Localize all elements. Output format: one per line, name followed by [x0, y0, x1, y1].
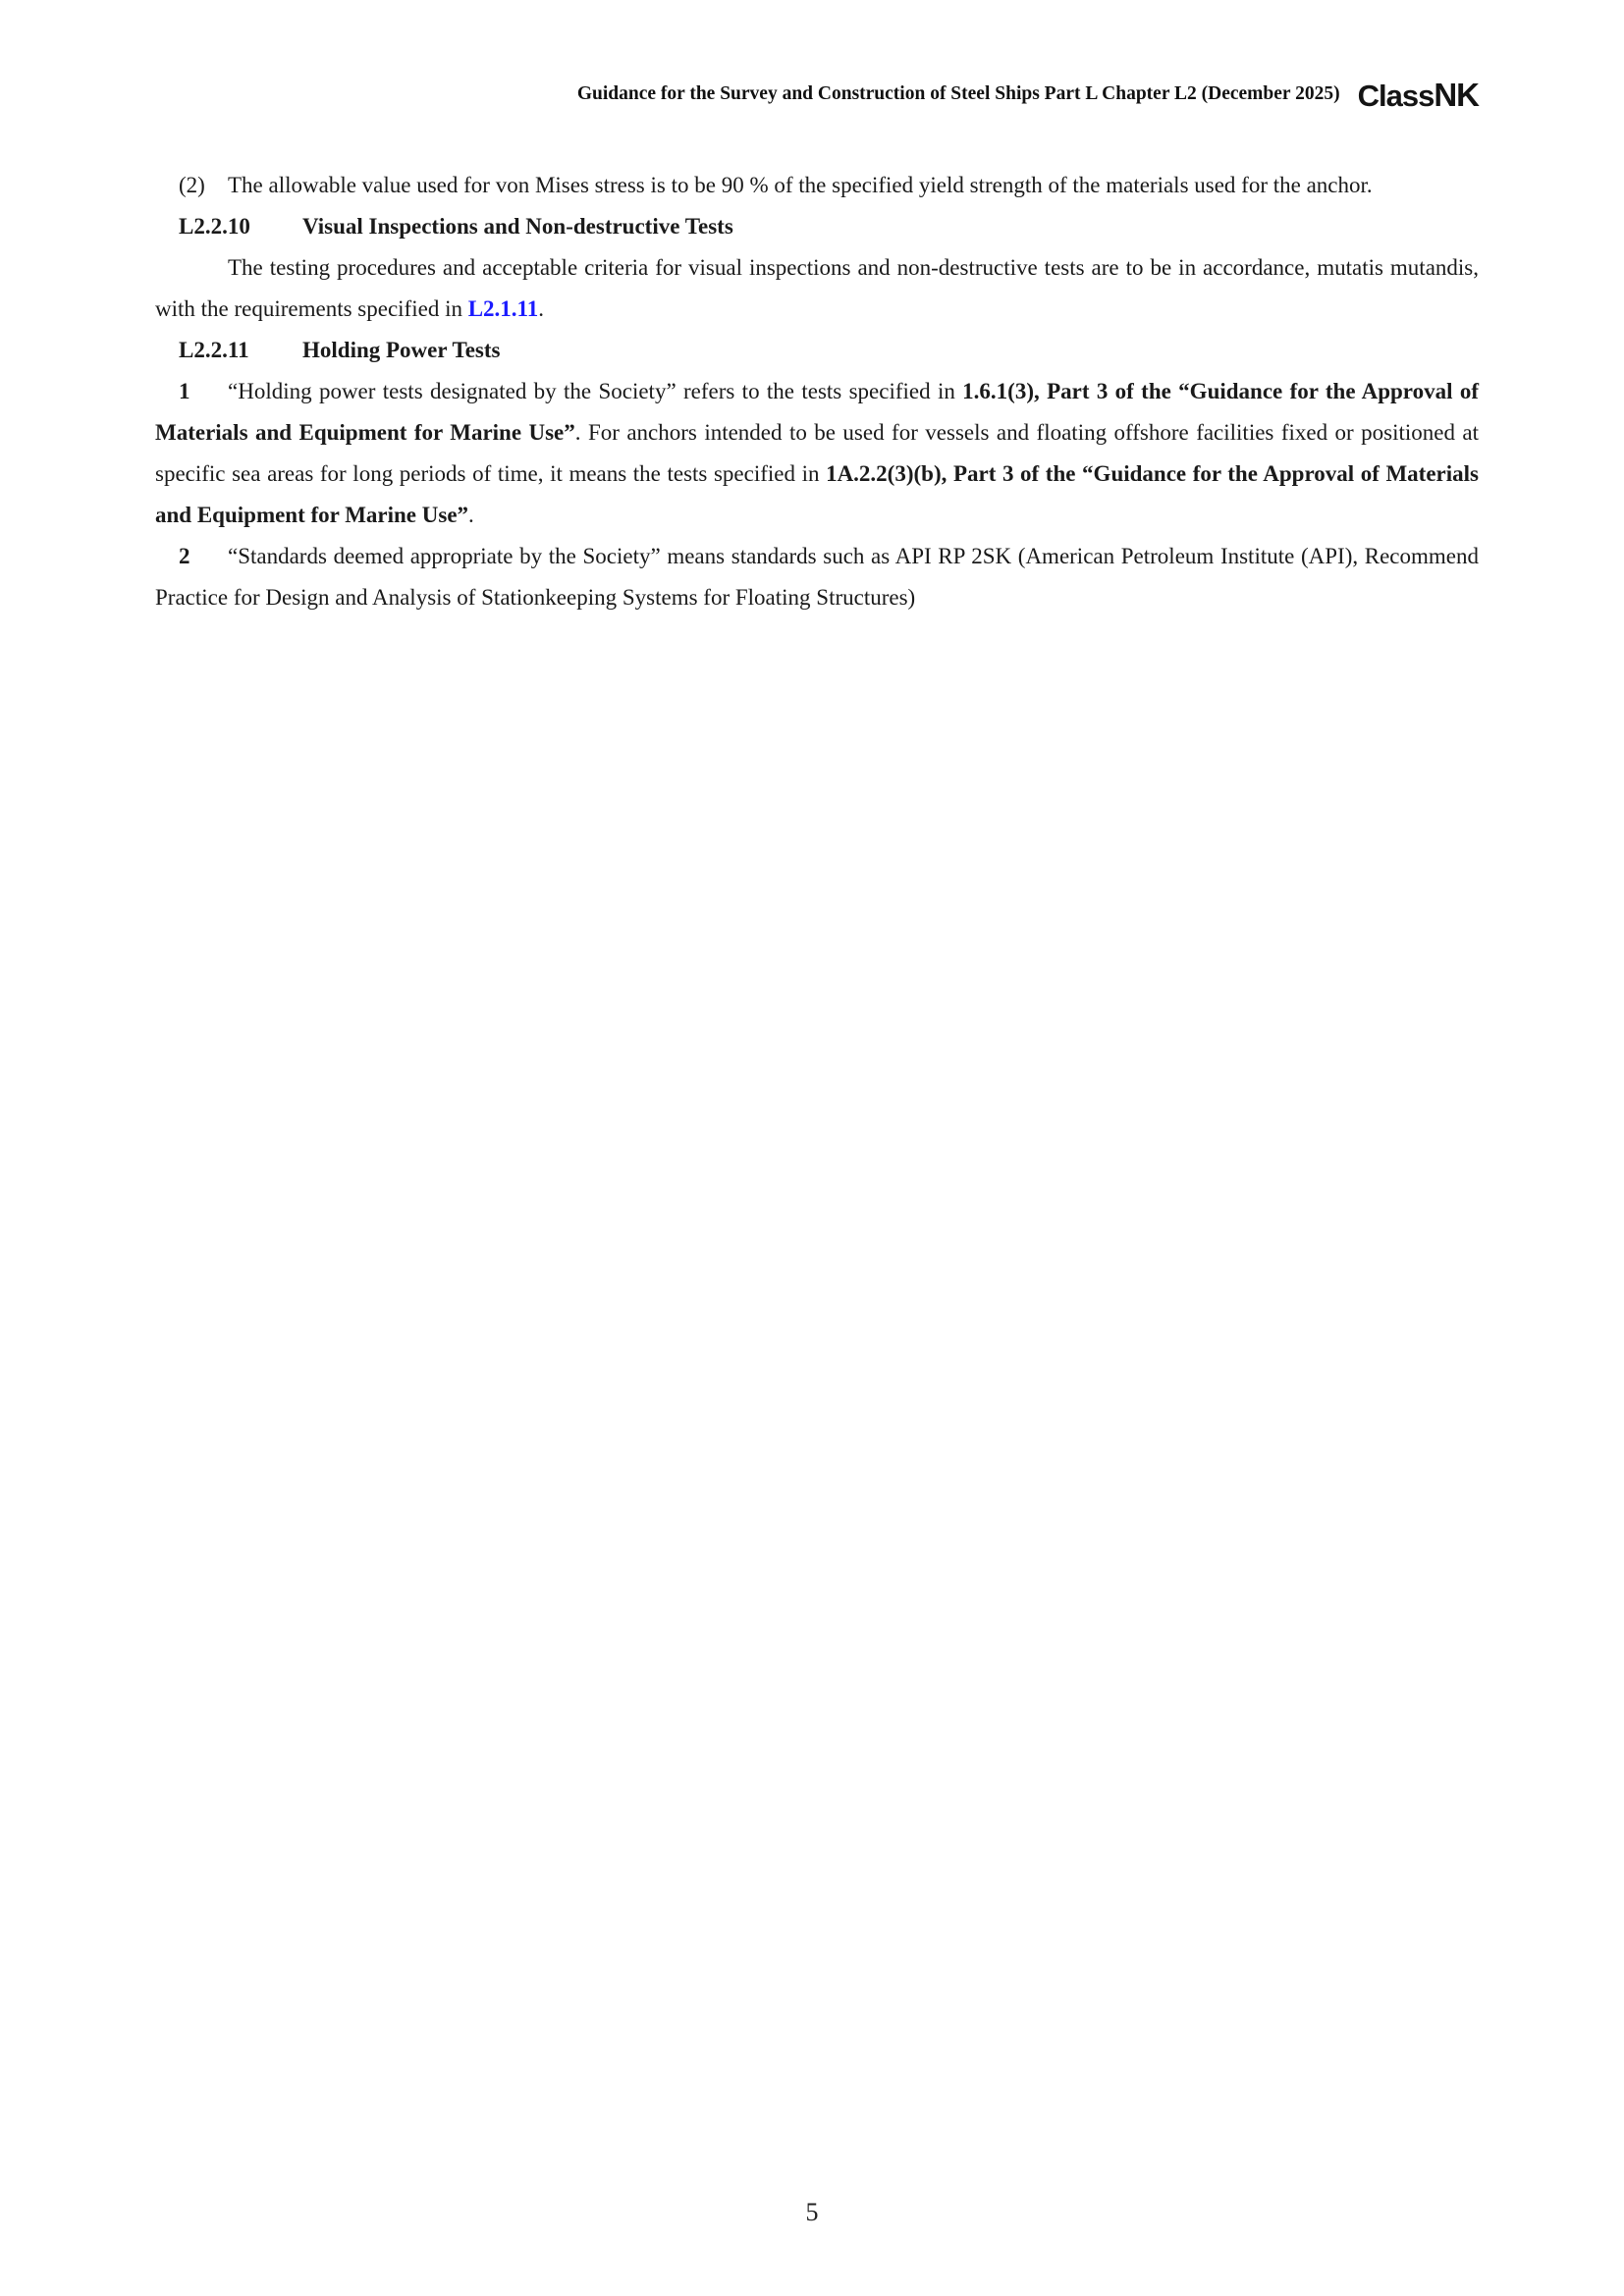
page-header	[157, 75, 1479, 114]
paragraph-end: .	[538, 296, 545, 321]
reference-bold-1: 1.6.1(3), Part 3 of the “Guidance for the Approval of Materials and Equipment for Marine Use”	[155, 379, 1479, 445]
section-11-paragraph-2	[155, 536, 1479, 618]
paragraph-text: The testing procedures and acceptable criteria for visual inspections and non-destructive tests are to be in accordance, mutatis mutandis, with the requirements specified in	[155, 255, 1479, 321]
classnk-logo: ClassNK	[1357, 76, 1479, 113]
section-heading-l2-2-11	[155, 330, 1479, 371]
page-number: 5	[805, 2198, 819, 2226]
paragraph-number: 1	[179, 379, 190, 403]
item-text: The allowable value used for von Mises stress is to be 90 % of the specified yield strength of the materials used for the anchor.	[228, 173, 1373, 197]
reference-bold-2: 1A.2.2(3)(b), Part 3 of the “Guidance for the Approval of Materials and Equipment for Marine Use”	[155, 461, 1479, 527]
section-code: L2.2.10	[179, 214, 250, 239]
paragraph-number: 2	[179, 544, 190, 568]
item-2-paragraph	[155, 165, 1479, 206]
document-body	[155, 165, 1479, 618]
paragraph-end: .	[468, 503, 474, 527]
section-title: Visual Inspections and Non-destructive Tests	[302, 214, 733, 239]
section-10-paragraph	[155, 247, 1479, 330]
paragraph-text-a: “Holding power tests designated by the Society” refers to the tests specified in	[228, 379, 963, 403]
section-heading-l2-2-10	[155, 206, 1479, 247]
section-code: L2.2.11	[179, 338, 249, 362]
paragraph-text: “Standards deemed appropriate by the Society” means standards such as API RP 2SK (American Petroleum Institute (API), Recommend Practice for Design and Analysis of Stationkeeping Systems for Floating Structures)	[155, 544, 1479, 610]
reference-link-l2-1-11[interactable]: L2.1.11	[467, 296, 539, 321]
header-title: Guidance for the Survey and Construction of Steel Ships Part L Chapter L2 (December 2025)	[576, 83, 1340, 104]
paragraph-text-c: . For anchors intended to be used for vessels and floating offshore facilities fixed or positioned at specific sea areas for long periods of time, it means the tests specified in	[155, 420, 1479, 486]
section-title: Holding Power Tests	[302, 338, 501, 362]
item-number: (2)	[179, 173, 205, 197]
section-11-paragraph-1	[155, 371, 1479, 536]
